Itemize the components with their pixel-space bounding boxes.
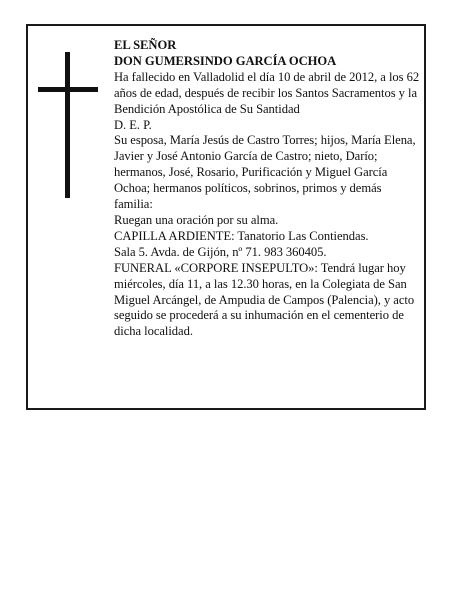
rip-line: D. E. P. — [114, 117, 152, 132]
obituary-text — [114, 38, 422, 340]
family-list: Su esposa, María Jesús de Castro Torres; hijos, María Elena, Javier y José Antonio García de Castro; nieto, Darío; hermanos, José, Rosario, Purificación y Miguel García Ochoa; hermanos políticos, sobrinos, primos y demás familia: — [114, 133, 416, 212]
cross-vertical-bar — [65, 52, 70, 198]
prayer-request: Ruegan una oración por su alma. — [114, 212, 279, 227]
death-announcement: Ha fallecido en Valladolid el día 10 de abril de 2012, a los 62 años de edad, después de recibir los Santos Sacramentos y la Bendición Apostólica de Su Santidad — [114, 69, 420, 116]
chapel-address: Sala 5. Avda. de Gijón, nº 71. 983 360405. — [114, 244, 327, 259]
funeral-details: FUNERAL «CORPORE INSEPULTO»: Tendrá lugar hoy miércoles, día 11, a las 12.30 horas, en la Colegiata de San Miguel Arcángel, de Ampudia de Campos (Palencia), y acto seguido se procederá a su inhumación en el cementerio de dicha localidad. — [114, 260, 415, 339]
cross-horizontal-bar — [38, 87, 98, 92]
chapel-location: CAPILLA ARDIENTE: Tanatorio Las Contiendas. — [114, 228, 369, 243]
cross-icon — [38, 52, 98, 198]
deceased-name: DON GUMERSINDO GARCÍA OCHOA — [114, 53, 337, 68]
deceased-title: EL SEÑOR — [114, 38, 177, 52]
